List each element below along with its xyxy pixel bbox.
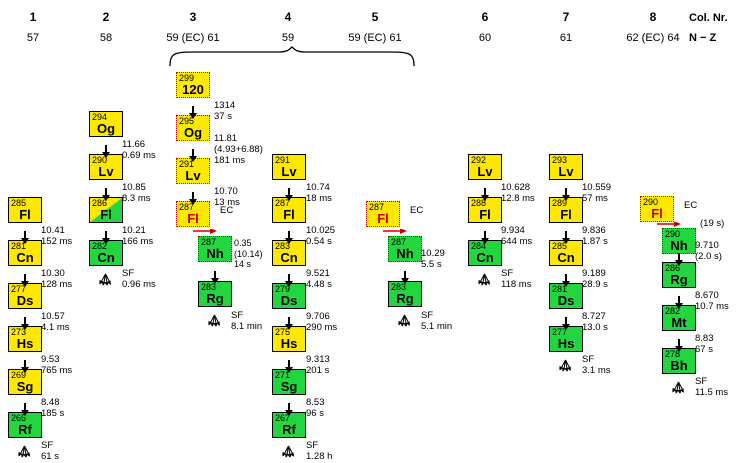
nuclide-symbol: Hs [16,336,34,351]
ec-arrow [382,229,408,239]
nuclide-mass: 290 [643,197,659,207]
nuclide-symbol: Rg [206,291,224,306]
nuclide-symbol: Rg [396,291,414,306]
column-nz-3: 59 (EC) 61 [166,32,220,44]
column-number-7: 7 [562,10,570,24]
column-nz-8: 62 (EC) 64 [626,32,680,44]
nuclide-symbol: Hs [280,336,298,351]
decay-label: 11.81 (4.93+6.88) 181 ms [214,133,263,167]
nuclide-mass: 269 [11,370,27,380]
nuclide-symbol: Rf [282,422,296,437]
ec-label: EC [220,205,234,216]
nuclide-mass: 288 [471,198,487,208]
column-nz-6: 60 [478,32,492,44]
nuclide-mass: 287 [179,202,195,212]
terminal-label: SF 3.1 ms [582,354,611,377]
nuclide-mass: 287 [275,198,291,208]
nuclide-285-Fl[interactable] [8,197,42,223]
nz-label: N − Z [689,32,717,44]
nuclide-mass: 287 [201,237,217,247]
nuclide-mass: 267 [275,413,291,423]
column-number-5: 5 [371,10,379,24]
nuclide-symbol: Bh [670,358,688,373]
nuclide-symbol: Lv [185,168,201,183]
decay-label: 10.74 18 ms [306,182,332,205]
nuclide-mass: 285 [552,241,568,251]
nuclide-symbol: Nh [206,246,224,261]
column-number-2: 2 [102,10,110,24]
nuclide-symbol: Fl [283,207,295,222]
decay-label: 10.559 57 ms [582,182,612,205]
nuclide-287-Nh[interactable] [198,236,232,262]
nuclide-symbol: Fl [651,206,663,221]
nuclide-symbol: Fl [19,207,31,222]
nuclide-mass: 299 [179,73,195,83]
nuclide-symbol: Fl [479,207,491,222]
column-number-3: 3 [189,10,197,24]
nuclide-symbol: Sg [16,379,34,394]
nuclide-symbol: Og [183,125,203,140]
decay-label: 8.670 10.7 ms [695,290,729,313]
nuclide-294-Og[interactable] [89,111,123,137]
nuclide-299-120[interactable] [176,72,210,98]
ec-arrow [656,222,682,232]
nuclide-mass: 283 [201,282,217,292]
column-number-6: 6 [481,10,489,24]
nuclide-symbol: Lv [558,164,574,179]
header-row [0,10,738,46]
terminal-label: SF 5.1 min [421,310,453,333]
decay-label: 9.189 28.9 s [582,268,608,291]
decay-label: 10.025 0.54 s [306,225,336,248]
terminal-label: SF 11.5 ms [695,376,729,399]
nuclide-mass: 273 [11,327,27,337]
decay-label: 8.83 67 s [695,333,714,356]
decay-label: 10.85 8.3 ms [122,182,151,205]
nuclide-mass: 287 [369,202,385,212]
terminal-label: SF 0.96 ms [122,268,156,291]
column-nz-4: 59 [281,32,295,44]
decay-label: 10.21 166 ms [122,225,154,248]
nuclide-mass: 295 [179,116,195,126]
decay-label: 10.57 4.1 ms [41,311,70,334]
nuclide-symbol: Fl [100,207,112,222]
nuclide-symbol: Fl [560,207,572,222]
decay-label: 8.48 185 s [41,397,65,420]
nuclide-mass: 283 [391,282,407,292]
nuclide-mass: 278 [665,349,681,359]
nuclide-symbol: Cn [476,250,494,265]
nuclide-292-Lv[interactable] [468,154,502,180]
nuclide-symbol: Fl [187,211,199,226]
terminal-label: SF 61 s [41,440,59,463]
ec-time-label: (19 s) [700,218,725,229]
nuclide-mass: 293 [552,155,568,165]
terminal-label: SF 1.28 h [306,440,333,463]
decay-label: 1314 37 s [214,100,236,123]
nuclide-mass: 283 [275,241,291,251]
nuclide-mass: 290 [92,155,108,165]
decay-label: 10.628 12.8 ms [501,182,535,205]
nuclide-symbol: Cn [280,250,298,265]
nuclide-symbol: Ds [280,293,298,308]
decay-label: 9.934 644 ms [501,225,533,248]
nuclide-symbol: Rf [18,422,32,437]
nuclide-mass: 286 [665,263,681,273]
nuclide-mass: 271 [275,370,291,380]
decay-label: 9.313 201 s [306,354,330,377]
column-nz-1: 57 [26,32,40,44]
nuclide-293-Lv[interactable] [549,154,583,180]
nuclide-283-Rg[interactable] [198,281,232,307]
column-group-brace [168,46,418,68]
terminal-label: SF 8.1 min [231,310,263,333]
nuclide-mass: 275 [275,327,291,337]
nuclide-mass: 279 [275,284,291,294]
decay-label: 9.521 4.48 s [306,268,332,291]
nuclide-symbol: Rg [670,272,688,287]
nuclide-symbol: Lv [477,164,493,179]
nuclide-symbol: Sg [280,379,298,394]
col-nr-label: Col. Nr. [689,12,728,24]
decay-label: 9.706 290 ms [306,311,338,334]
column-nz-7: 61 [559,32,573,44]
nuclide-mass: 294 [92,112,108,122]
nuclide-symbol: Fl [377,211,389,226]
nuclide-mass: 281 [11,241,27,251]
nuclide-mass: 277 [11,284,27,294]
nuclide-287-Fl[interactable] [366,201,400,227]
decay-label: 8.727 13.0 s [582,311,608,334]
nuclide-mass: 285 [11,198,27,208]
nuclide-mass: 277 [552,327,568,337]
decay-label: 9.836 1.87 s [582,225,608,248]
nuclide-symbol: Og [96,121,116,136]
nuclide-291-Lv[interactable] [272,154,306,180]
nuclide-symbol: 120 [182,82,204,97]
decay-label: 9.53 765 ms [41,354,73,377]
nuclide-mass: 282 [665,306,681,316]
nuclide-symbol: Lv [98,164,114,179]
nuclide-287-Nh[interactable] [388,236,422,262]
nuclide-mass: 292 [471,155,487,165]
ec-arrow [192,229,218,239]
decay-label: 10.70 13 ms [214,186,240,209]
nuclide-mass: 286 [92,198,108,208]
nuclide-symbol: Nh [396,246,414,261]
nuclide-symbol: Ds [16,293,34,308]
nuclide-symbol: Cn [97,250,115,265]
nuclide-mass: 281 [552,284,568,294]
decay-label: 9.710 (2.0 s) [695,240,722,263]
decay-label: 10.30 128 ms [41,268,73,291]
nuclide-283-Rg[interactable] [388,281,422,307]
decay-label: 10.29 5.5 s [421,248,445,271]
column-number-8: 8 [649,10,657,24]
nuclide-mass: 284 [471,241,487,251]
nuclide-symbol: Lv [281,164,297,179]
nuclide-mass: 287 [391,237,407,247]
column-number-1: 1 [29,10,37,24]
decay-label: 8.53 96 s [306,397,325,420]
nuclide-mass: 291 [275,155,291,165]
ec-label: EC [410,205,424,216]
nuclide-mass: 291 [179,159,195,169]
column-nz-2: 58 [99,32,113,44]
nuclide-symbol: Nh [670,238,688,253]
nuclide-mass: 265 [11,413,27,423]
decay-label: 10.41 152 ms [41,225,73,248]
column-nz-5: 59 (EC) 61 [348,32,402,44]
nuclide-symbol: Cn [16,250,34,265]
decay-label: 11.66 0.69 ms [122,139,156,162]
column-number-4: 4 [284,10,292,24]
nuclide-mass: 290 [665,229,681,239]
nuclide-symbol: Cn [557,250,575,265]
nuclide-symbol: Hs [557,336,575,351]
nuclide-mass: 289 [552,198,568,208]
nuclide-symbol: Mt [671,315,687,330]
nuclide-290-Fl[interactable] [640,196,674,222]
nuclide-mass: 282 [92,241,108,251]
terminal-label: SF 118 ms [501,268,532,291]
ec-label: EC [684,200,698,211]
nuclide-symbol: Ds [557,293,575,308]
ec-decay-label: 0.35 (10.14) 14 s [234,238,263,270]
